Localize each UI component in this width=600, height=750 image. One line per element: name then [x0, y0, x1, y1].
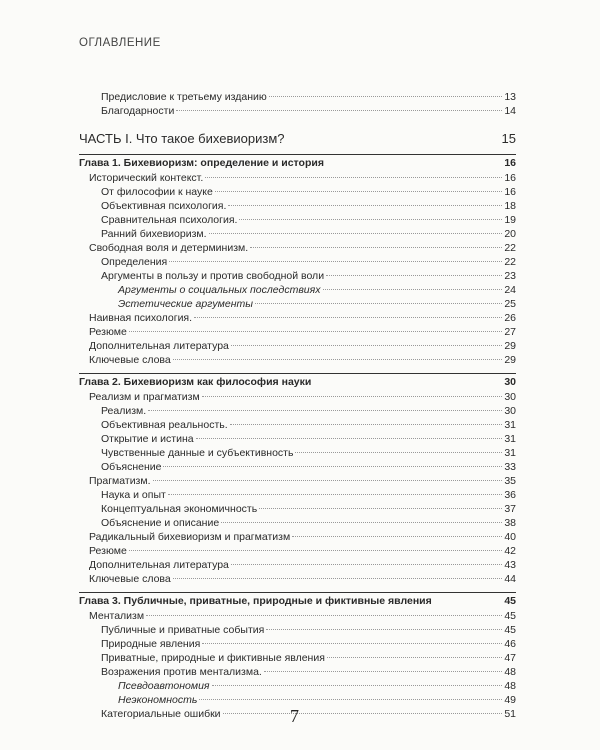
chapter-heading[interactable] — [79, 373, 516, 390]
entry-title: Сравнительная психология. — [101, 214, 238, 226]
dot-leader — [326, 274, 502, 276]
dot-leader — [239, 218, 502, 220]
entry-page: 38 — [504, 517, 516, 529]
chapter-1-entries — [79, 171, 516, 367]
chapter-heading[interactable] — [79, 592, 516, 609]
toc-entry[interactable] — [79, 693, 516, 707]
toc-entry[interactable] — [79, 418, 516, 432]
dot-leader — [176, 109, 502, 111]
entry-page: 42 — [504, 545, 516, 557]
chapter-page: 30 — [504, 376, 516, 388]
toc-entry[interactable] — [79, 460, 516, 474]
toc-entry[interactable] — [79, 353, 516, 367]
entry-title: Публичные и приватные события — [101, 624, 265, 636]
toc-entry[interactable] — [79, 185, 516, 199]
spacer — [313, 381, 502, 382]
dot-leader — [255, 302, 502, 304]
entry-title: Прагматизм. — [89, 475, 151, 487]
chapter-heading[interactable] — [79, 154, 516, 171]
page-number: 7 — [290, 706, 299, 726]
dot-leader — [221, 521, 502, 523]
entry-page: 37 — [504, 503, 516, 515]
entry-page: 46 — [504, 638, 516, 650]
entry-title: От философии к науке — [101, 186, 213, 198]
dot-leader — [173, 577, 502, 579]
toc-entry[interactable] — [79, 104, 516, 118]
dot-leader — [129, 330, 502, 332]
entry-page: 43 — [504, 559, 516, 571]
dot-leader — [212, 684, 502, 686]
spacer — [326, 162, 502, 163]
entry-title: Аргументы о социальных последствиях — [118, 284, 321, 296]
dot-leader — [146, 614, 502, 616]
toc-entry[interactable] — [79, 325, 516, 339]
entry-title: Природные явления — [101, 638, 201, 650]
section-header: ОГЛАВЛЕНИЕ — [79, 37, 161, 49]
toc-entry[interactable] — [79, 432, 516, 446]
toc-entry[interactable] — [79, 488, 516, 502]
entry-page: 26 — [504, 312, 516, 324]
entry-page: 31 — [504, 419, 516, 431]
toc-entry[interactable] — [79, 651, 516, 665]
dot-leader — [194, 316, 502, 318]
toc-entry[interactable] — [79, 516, 516, 530]
entry-title: Дополнительная литература — [89, 559, 229, 571]
entry-page: 30 — [504, 391, 516, 403]
toc-entry[interactable] — [79, 637, 516, 651]
dot-leader — [173, 358, 502, 360]
dot-leader — [148, 409, 502, 411]
entry-page: 30 — [504, 405, 516, 417]
dot-leader — [228, 204, 502, 206]
part-page: 15 — [501, 131, 516, 146]
entry-page: 31 — [504, 447, 516, 459]
entry-page: 51 — [504, 708, 516, 720]
entry-title: Реализм. — [101, 405, 147, 417]
entry-page: 33 — [504, 461, 516, 473]
dot-leader — [231, 563, 502, 565]
entry-title: Аргументы в пользу и против свободной воли — [101, 270, 325, 282]
entry-page: 45 — [504, 624, 516, 636]
toc-entry[interactable] — [79, 679, 516, 693]
entry-title: Свободная воля и детерминизм. — [89, 242, 249, 254]
entry-page: 25 — [504, 298, 516, 310]
dot-leader — [230, 423, 502, 425]
toc-entry[interactable] — [79, 544, 516, 558]
entry-page: 35 — [504, 475, 516, 487]
chapter-page: 16 — [504, 157, 516, 169]
toc-entry[interactable] — [79, 339, 516, 353]
toc-entry[interactable] — [79, 297, 516, 311]
dot-leader — [295, 451, 502, 453]
toc-entry[interactable] — [79, 283, 516, 297]
entry-page: 13 — [504, 91, 516, 103]
toc-entry[interactable] — [79, 241, 516, 255]
toc-entry[interactable] — [79, 558, 516, 572]
dot-leader — [168, 493, 502, 495]
entry-page: 14 — [504, 105, 516, 117]
entry-page: 24 — [504, 284, 516, 296]
dot-leader — [199, 698, 502, 700]
part-heading[interactable] — [79, 130, 516, 148]
entry-page: 48 — [504, 666, 516, 678]
toc-entry[interactable] — [79, 171, 516, 185]
dot-leader — [323, 288, 503, 290]
entry-title: Предисловие к третьему изданию — [101, 91, 267, 103]
entry-title: Реализм и прагматизм — [89, 391, 200, 403]
toc-entry[interactable] — [79, 213, 516, 227]
entry-page: 44 — [504, 573, 516, 585]
dot-leader — [327, 656, 502, 658]
dot-leader — [129, 549, 502, 551]
entry-title: Ранний бихевиоризм. — [101, 228, 207, 240]
entry-page: 48 — [504, 680, 516, 692]
dot-leader — [196, 437, 502, 439]
chapter-title: Глава 1. Бихевиоризм: определение и история — [79, 157, 324, 169]
toc-entry[interactable] — [79, 474, 516, 488]
toc-entry[interactable] — [79, 390, 516, 404]
entry-title: Исторический контекст. — [89, 172, 204, 184]
entry-title: Категориальные ошибки — [101, 708, 221, 720]
toc-entry[interactable] — [79, 199, 516, 213]
spacer — [287, 139, 500, 140]
toc-entry[interactable] — [79, 227, 516, 241]
entry-title: Благодарности — [101, 105, 175, 117]
entry-title: Резюме — [89, 326, 127, 338]
entry-title: Ментализм — [89, 610, 145, 622]
toc-entry[interactable] — [79, 609, 516, 623]
dot-leader — [202, 395, 502, 397]
toc-entry[interactable] — [79, 665, 516, 679]
entry-title: Эстетические аргументы — [118, 298, 253, 310]
dot-leader — [153, 479, 502, 481]
entry-page: 23 — [504, 270, 516, 282]
dot-leader — [231, 344, 502, 346]
table-of-contents — [79, 90, 516, 721]
part-title: ЧАСТЬ I. Что такое бихевиоризм? — [79, 131, 285, 146]
toc-entry[interactable] — [79, 623, 516, 637]
toc-entry[interactable] — [79, 255, 516, 269]
dot-leader — [269, 95, 502, 97]
entry-title: Определения — [101, 256, 168, 268]
entry-title: Возражения против ментализма. — [101, 666, 262, 678]
entry-page: 18 — [504, 200, 516, 212]
toc-entry[interactable] — [79, 269, 516, 283]
chapter-page: 45 — [504, 595, 516, 607]
toc-entry[interactable] — [79, 311, 516, 325]
entry-title: Объяснение — [101, 461, 162, 473]
entry-page: 27 — [504, 326, 516, 338]
entry-page: 16 — [504, 172, 516, 184]
toc-entry[interactable] — [79, 530, 516, 544]
entry-title: Приватные, природные и фиктивные явления — [101, 652, 325, 664]
entry-page: 29 — [504, 354, 516, 366]
dot-leader — [223, 712, 502, 714]
dot-leader — [266, 628, 502, 630]
entry-title: Объективная психология. — [101, 200, 227, 212]
chapter-title: Глава 2. Бихевиоризм как философия науки — [79, 376, 312, 388]
entry-page: 45 — [504, 610, 516, 622]
toc-entry[interactable] — [79, 90, 516, 104]
entry-page: 22 — [504, 242, 516, 254]
entry-title: Чувственные данные и субъективность — [101, 447, 294, 459]
entry-title: Ключевые слова — [89, 573, 171, 585]
entry-page: 49 — [504, 694, 516, 706]
entry-page: 31 — [504, 433, 516, 445]
toc-entry[interactable] — [79, 572, 516, 586]
entry-title: Радикальный бихевиоризм и прагматизм — [89, 531, 291, 543]
spacer — [434, 600, 502, 601]
entry-page: 16 — [504, 186, 516, 198]
dot-leader — [250, 246, 502, 248]
entry-title: Резюме — [89, 545, 127, 557]
entry-title: Неэкономность — [118, 694, 198, 706]
dot-leader — [264, 670, 502, 672]
entry-title: Объективная реальность. — [101, 419, 228, 431]
entry-page: 47 — [504, 652, 516, 664]
dot-leader — [163, 465, 502, 467]
entry-page: 29 — [504, 340, 516, 352]
entry-title: Ключевые слова — [89, 354, 171, 366]
dot-leader — [259, 507, 502, 509]
entry-title: Псевдоавтономия — [118, 680, 210, 692]
entry-title: Открытие и истина — [101, 433, 194, 445]
dot-leader — [215, 190, 502, 192]
dot-leader — [202, 642, 502, 644]
entry-title: Объяснение и описание — [101, 517, 220, 529]
toc-entry[interactable] — [79, 446, 516, 460]
toc-entry[interactable] — [79, 404, 516, 418]
chapter-3-entries — [79, 609, 516, 721]
entry-title: Концептуальная экономичность — [101, 503, 258, 515]
entry-title: Дополнительная литература — [89, 340, 229, 352]
entry-page: 20 — [504, 228, 516, 240]
entry-title: Наука и опыт — [101, 489, 166, 501]
dot-leader — [209, 232, 502, 234]
entry-page: 40 — [504, 531, 516, 543]
toc-entry[interactable] — [79, 502, 516, 516]
entry-page: 22 — [504, 256, 516, 268]
entry-page: 19 — [504, 214, 516, 226]
entry-title: Наивная психология. — [89, 312, 193, 324]
entry-page: 36 — [504, 489, 516, 501]
chapter-title: Глава 3. Публичные, приватные, природные и фиктивные явления — [79, 595, 432, 607]
dot-leader — [169, 260, 502, 262]
dot-leader — [205, 176, 502, 178]
dot-leader — [292, 535, 502, 537]
chapter-2-entries — [79, 390, 516, 586]
